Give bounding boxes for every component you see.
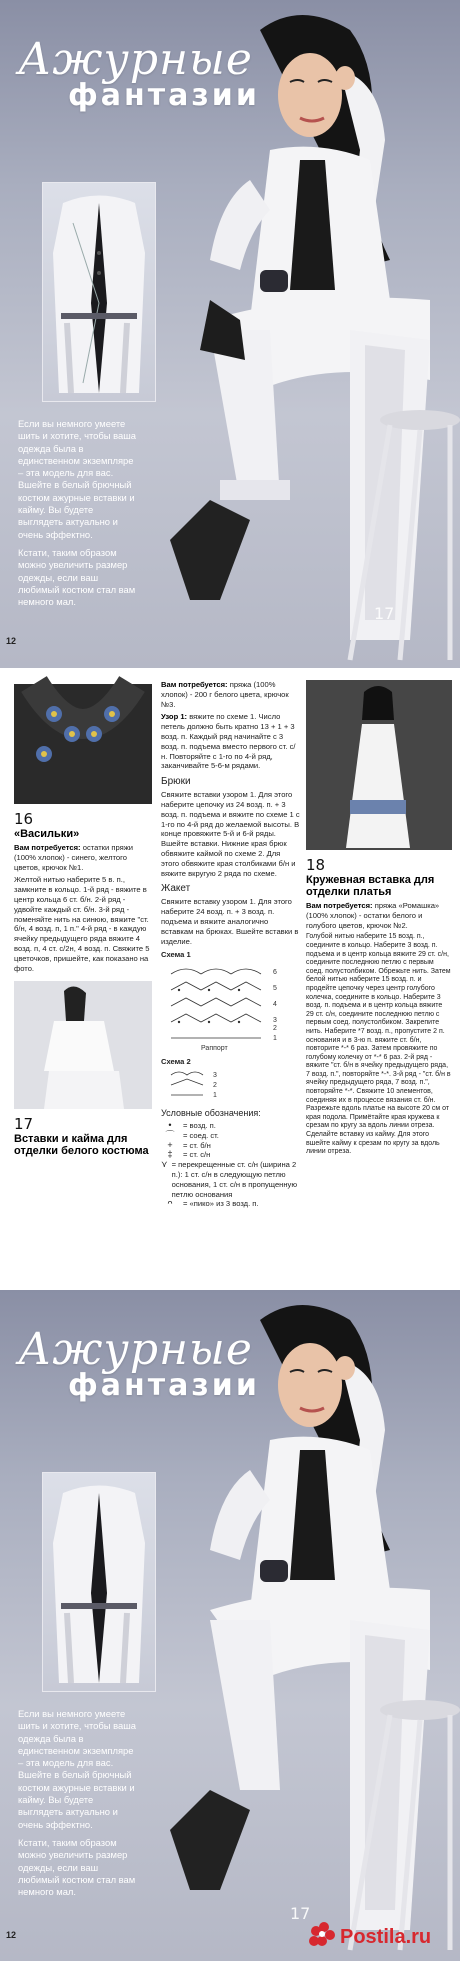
pattern1-label: Узор 1: (161, 712, 188, 722)
spread-page-number: 12 (6, 1930, 17, 1940)
item16-materials-text: остатки пряжи (100% хлопок) - синего, желтого цветов, крючок №1. (14, 843, 134, 872)
scheme1-label: Схема 1 (161, 950, 191, 960)
suit-photo-small (14, 981, 152, 1109)
magazine-spread-bottom (0, 1290, 460, 1961)
scheme2-row-3: 3 (213, 1071, 217, 1079)
item18-title: Кружевная вставка для отделки платья (306, 874, 435, 898)
legend-symbol: ᴖ (167, 1198, 173, 1209)
jacket-heading: Жакет (161, 883, 191, 895)
middle-column (161, 680, 300, 1209)
scheme1-chart (161, 960, 300, 1052)
postila-logo (304, 1919, 454, 1955)
scheme2-row-2: 2 (213, 1081, 217, 1089)
item16-number: 16 (14, 810, 34, 828)
legend-text: = соед. ст. (183, 1130, 219, 1140)
legend-text: = «пико» из 3 возд. п. (183, 1199, 259, 1209)
collar-image (14, 684, 152, 804)
dress-photo (306, 680, 452, 850)
legend-symbol: • (168, 1119, 172, 1130)
rapport-label: Раппорт (201, 1045, 228, 1053)
legend-item (161, 1160, 300, 1199)
item18-materials (306, 901, 452, 930)
pattern1-text: вяжите по схеме 1. Число петель должно быть кратно 13 + 1 + 3 возд. п. Каждый ряд начинайте с 3 возд. п. подъема вместо первого ст. с/н. Повторяйте с 1-го по 4-й ряд, заканчивайте 5-6-м рядами. (161, 712, 296, 771)
item16-title: «Васильки» (14, 828, 80, 840)
item17-title: Вставки и кайма для отделки белого костюма (14, 1133, 149, 1158)
scheme1-row-4: 4 (273, 1001, 277, 1009)
cornflower-collar-photo (14, 684, 152, 804)
item18-number: 18 (306, 856, 326, 874)
jacket-inset-photo (42, 182, 156, 402)
spread-pattern-number: 17 (290, 1904, 311, 1923)
item18-instructions: Голубой нитью наберите 15 возд. п., соедините в кольцо. Наберите 3 возд. п. подъема и в центр кольца вяжите 29 ст. с/н, соедините последнюю петлю с первым соед. полустолбиком. Обрежьте нить. Затем белой нитью наберите 15 возд. п. и продейте цепочку через центр голубого колечка, соедините в кольцо. Наберите 3 возд. п. подъема и в центр кольца вяжите 29 ст. с/н, соедините последнюю петлю с первым соед. полустолбиком. Закрепите нить. Наберите *7 возд. п., пропустите 2 п. основания и в 3-ю п. вяжите ст. б/н, повторите *-* 6 раз. Затем провяжите по голубому колечку от *-* 6 раз. 2-й ряд - вяжите "ст. б/н в ячейку предыдущего ряда, 7 возд. п.", повторяйте *-*. 3-й ряд - "ст. б/н в ячейку предыдущего ряда, 7 возд. п.", повторяйте *-*. Свяжите 10 элементов, соединяя их в процессе вязания ст. б/н. Разрежьте вдоль платье на высоте 20 см от края подола. Примётайте края кружева к срезам по кругу за вдоль линии отреза. Сделайте вставку из кайму. Для этого вшейте кайму к срезам по кругу за вдоль линии отреза. (306, 933, 451, 1156)
legend-title: Условные обозначения: (161, 1107, 261, 1118)
scheme1-row-6: 6 (273, 969, 277, 977)
item18-materials-label: Вам потребуется: (306, 901, 373, 910)
legend-symbol: ‡ (167, 1149, 173, 1160)
spread-paragraph-1: Если вы немного умеете шить и хотите, чтобы ваша одежда была в единственном экземпляре – эта модель для вас. Вшейте в белый брючный костюм ажурные вставки и кайму. Вы будете выглядеть актуально и очень эффектно. (18, 1708, 136, 1830)
legend-text: = перекрещенные ст. с/н (ширина 2 п.): 1 ст. с/н в следующую петлю основания, 1 ст. с/н в пропущенную петлю основания (171, 1160, 298, 1199)
spread-title-script: Ажурные (18, 1324, 253, 1375)
suit-image (14, 981, 152, 1109)
spread-body-text (18, 1708, 140, 1904)
trousers-heading: Брюки (161, 776, 191, 788)
model-photo (150, 0, 460, 668)
legend (161, 1121, 300, 1209)
spread-pattern-number: 17 (374, 604, 395, 623)
scheme1-row-2: 2 (273, 1025, 277, 1033)
legend-text: = ст. с/н (183, 1150, 211, 1160)
item18-materials-text: пряжа «Ромашка» (100% хлопок) - остатки белого и голубого цветов, крючок №2. (306, 901, 440, 930)
item17-number: 17 (14, 1115, 34, 1134)
legend-item (161, 1131, 300, 1141)
scheme2-label: Схема 2 (161, 1057, 191, 1067)
scheme1-row-1: 1 (273, 1035, 277, 1043)
item16-materials (14, 843, 152, 872)
spread-paragraph-1: Если вы немного умеете шить и хотите, чтобы ваша одежда была в единственном экземпляре – эта модель для вас. Вшейте в белый брючный костюм ажурные вставки и кайму. Вы будете выглядеть актуально и очень эффектно. (18, 418, 136, 540)
scheme2-row-1: 1 (213, 1091, 217, 1099)
scheme1-row-3: 3 (273, 1017, 277, 1025)
item17-materials (161, 680, 300, 709)
legend-item (161, 1141, 300, 1151)
scheme1-row-5: 5 (273, 985, 277, 993)
spread-paragraph-2: Кстати, таким образом можно увеличить размер одежды, если ваш любимый костюм стал вам немного мал. (18, 1836, 136, 1898)
jacket-on-mannequin-image (43, 1473, 155, 1691)
legend-item (161, 1121, 300, 1131)
spread-title-bold: фантазии (68, 78, 260, 113)
legend-text: = ст. б/н (183, 1140, 211, 1150)
item16-materials-label: Вам потребуется: (14, 843, 81, 852)
legend-symbol: ⌒ (165, 1129, 175, 1140)
model-photo (150, 1290, 460, 1961)
postila-wordmark: Postila.ru (340, 1926, 432, 1948)
legend-symbol: + (167, 1139, 173, 1150)
jacket-inset-photo (42, 1472, 156, 1692)
item16-instructions: Желтой нитью наберите 5 в. п., замкните в кольцо. 1-й ряд - вяжите в центр кольца 6 ст. б/н. 2-й ряд - удвойте каждый ст. б/н. 3-й ряд - поменяйте нить на синюю, вяжите "ст. б/н, 4 возд. п, 1 п." 4-й ряд - в каждую ячейку предыдущего ряда вяжите 4 возд. п, 4 ст. с/2н, 4 возд. п. Свяжите 5 цветочков, пришейте, как показано на фото. (14, 875, 150, 973)
legend-item (161, 1150, 300, 1160)
item17-materials-label: Вам потребуется: (161, 680, 228, 689)
right-column (306, 680, 452, 1157)
spread-body-text (18, 418, 140, 614)
pattern-page (0, 672, 460, 1209)
jacket-on-mannequin-image (43, 183, 155, 401)
left-column (14, 684, 152, 1157)
magazine-spread-top (0, 0, 460, 668)
jacket-text: Свяжите вставку узором 1. Для этого наберите 24 возд. п. + 3 возд. п. подъема и вяжите аналогично вставкам на брюках. Вшейте вставки в изделие. (161, 897, 299, 946)
legend-symbol: ⋎ (161, 1159, 168, 1170)
item17-pattern1 (161, 712, 300, 771)
legend-item (161, 1199, 300, 1209)
scheme2-chart (161, 1067, 300, 1101)
legend-text: = возд. п. (183, 1120, 216, 1130)
spread-paragraph-2: Кстати, таким образом можно увеличить размер одежды, если ваш любимый костюм стал вам немного мал. (18, 546, 136, 608)
spread-title-bold: фантазии (68, 1368, 260, 1403)
spread-title-script: Ажурные (18, 34, 253, 85)
spread-page-number: 12 (6, 636, 17, 646)
item17-materials-text: пряжа (100% хлопок) - 200 г белого цвета, крючок №3. (161, 680, 289, 709)
dress-image (306, 680, 452, 850)
trousers-text: Свяжите вставки узором 1. Для этого наберите цепочку из 24 возд. п. + 3 возд. п. подъема и вяжите по схеме 1 с 1-го по 4-й ряд до желаемой высоты. В конце провяжите 5-й и 6-й ряды. Вшейте вставки. Нижние края брюк обвяжите каймой по схеме 2. Для этого обвяжите края столбиками б/н и вяжите вкругую 2 ряда по схеме. (161, 790, 300, 878)
